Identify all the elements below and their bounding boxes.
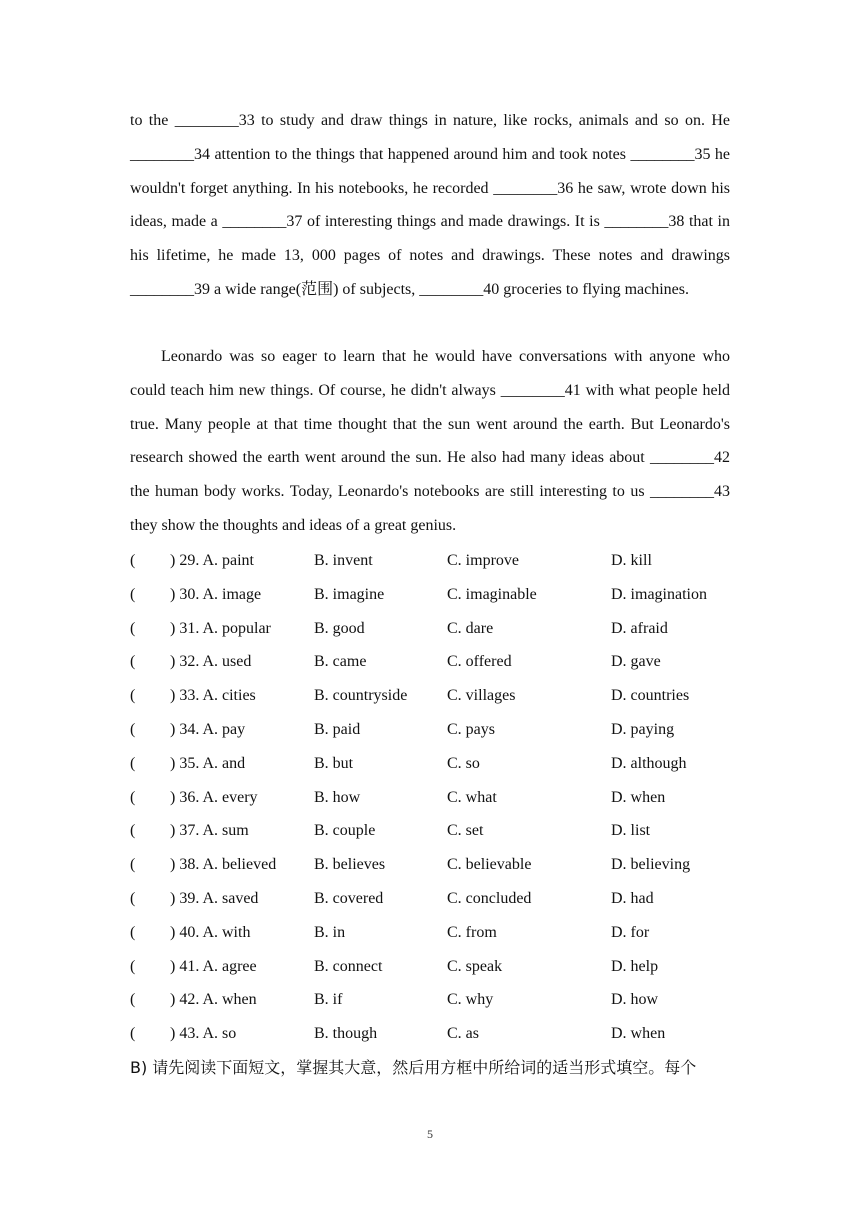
- option-d: D. although: [611, 754, 687, 772]
- option-a: ) 36. A. every: [170, 788, 258, 806]
- option-a: ) 39. A. saved: [170, 889, 259, 907]
- question-row: [130, 1017, 740, 1051]
- option-b: B. couple: [314, 822, 376, 840]
- option-c: C. from: [447, 923, 497, 941]
- option-a: ) 32. A. used: [170, 653, 252, 671]
- option-c: C. improve: [447, 552, 519, 569]
- option-b: B. paid: [314, 720, 361, 738]
- question-row: [130, 983, 740, 1017]
- option-c: C. what: [447, 788, 497, 806]
- option-b: B. how: [314, 788, 361, 806]
- option-a: ) 40. A. with: [170, 923, 251, 941]
- option-c: C. so: [447, 754, 480, 772]
- option-d: D. when: [611, 788, 666, 806]
- option-a: ) 38. A. believed: [170, 856, 277, 874]
- answer-bracket: (: [130, 653, 136, 671]
- option-a: ) 34. A. pay: [170, 720, 246, 738]
- option-b: B. invent: [314, 552, 373, 569]
- option-a: ) 31. A. popular: [170, 619, 271, 637]
- answer-bracket: (: [130, 552, 136, 569]
- option-c: C. set: [447, 822, 484, 840]
- option-b: B. connect: [314, 957, 383, 975]
- option-b: B. but: [314, 754, 354, 772]
- page-number: 5: [427, 1127, 433, 1141]
- answer-bracket: (: [130, 991, 136, 1009]
- option-c: C. speak: [447, 957, 503, 975]
- option-b: B. came: [314, 653, 367, 671]
- passage-paragraph-2: Leonardo was so eager to learn that he would have conversations with anyone who could teach him new things. Of course, he didn't always ________41 with what people held true. Many people at that time thought that the sun went around the earth. But Leonardo's research showed the earth went around the sun. He also had many ideas about ________42 the human body works. Today, Leonardo's notebooks are still interesting to us ________43 they show the thoughts and ideas of a great genius.: [130, 348, 730, 534]
- option-b: B. covered: [314, 889, 384, 907]
- option-b: B. in: [314, 923, 346, 941]
- answer-bracket: (: [130, 889, 136, 907]
- option-b: B. imagine: [314, 585, 385, 603]
- answer-bracket: (: [130, 1025, 136, 1043]
- option-a: ) 30. A. image: [170, 585, 262, 603]
- question-row: [130, 781, 740, 815]
- answer-bracket: (: [130, 720, 136, 738]
- question-row: [130, 950, 740, 984]
- passage-paragraph-1: to the ________33 to study and draw things in nature, like rocks, animals and so on. He ________34 attention to the things that happened around him and took notes ________35 he wouldn't forget anything. In his notebooks, he recorded ________36 he saw, wrote down his ideas, made a ________37 of interesting things and made drawings. It is ________38 that in his lifetime, he made 13, 000 pages of notes and drawings. These notes and drawings ________39 a wide range(范围) of subjects, ________40 groceries to flying machines.: [130, 112, 730, 298]
- option-b: B. if: [314, 991, 343, 1009]
- answer-bracket: (: [130, 754, 136, 772]
- option-b: B. good: [314, 619, 365, 637]
- option-d: D. believing: [611, 856, 691, 874]
- question-row: [130, 578, 740, 612]
- option-d: D. list: [611, 822, 651, 840]
- option-d: D. kill: [611, 552, 652, 569]
- option-d: D. paying: [611, 720, 675, 738]
- option-a: ) 43. A. so: [170, 1025, 237, 1043]
- option-c: C. villages: [447, 687, 516, 705]
- option-a: ) 35. A. and: [170, 754, 246, 772]
- option-a: ) 29. A. paint: [170, 552, 254, 569]
- option-b: B. believes: [314, 856, 386, 874]
- option-d: D. had: [611, 889, 654, 907]
- question-row: [130, 645, 740, 679]
- option-c: C. why: [447, 991, 494, 1009]
- option-d: D. countries: [611, 687, 690, 705]
- option-c: C. pays: [447, 720, 495, 738]
- section-b-instruction: B) 请先阅读下面短文，掌握其大意，然后用方框中所给词的适当形式填空。每个: [130, 1058, 697, 1077]
- question-row: [130, 679, 740, 713]
- option-c: C. believable: [447, 856, 532, 874]
- option-d: D. for: [611, 923, 650, 941]
- option-c: C. offered: [447, 653, 512, 671]
- option-d: D. help: [611, 957, 659, 975]
- answer-bracket: (: [130, 619, 136, 637]
- option-a: ) 42. A. when: [170, 991, 257, 1009]
- option-a: ) 37. A. sum: [170, 822, 249, 840]
- question-options-list: [130, 544, 740, 1051]
- question-row: [130, 544, 740, 578]
- question-row: [130, 882, 740, 916]
- option-a: ) 41. A. agree: [170, 957, 257, 975]
- option-d: D. imagination: [611, 585, 707, 603]
- answer-bracket: (: [130, 687, 136, 705]
- option-b: B. countryside: [314, 687, 408, 705]
- option-c: C. concluded: [447, 889, 532, 907]
- option-d: D. gave: [611, 653, 661, 671]
- answer-bracket: (: [130, 822, 136, 840]
- option-d: D. when: [611, 1025, 666, 1043]
- option-d: D. afraid: [611, 619, 668, 637]
- question-row: [130, 713, 740, 747]
- option-b: B. though: [314, 1025, 378, 1043]
- option-c: C. imaginable: [447, 585, 537, 603]
- answer-bracket: (: [130, 585, 136, 603]
- option-a: ) 33. A. cities: [170, 687, 256, 705]
- option-d: D. how: [611, 991, 659, 1009]
- option-c: C. as: [447, 1025, 479, 1043]
- answer-bracket: (: [130, 788, 136, 806]
- question-row: [130, 747, 740, 781]
- answer-bracket: (: [130, 856, 136, 874]
- question-row: [130, 612, 740, 646]
- answer-bracket: (: [130, 923, 136, 941]
- option-c: C. dare: [447, 619, 494, 637]
- answer-bracket: (: [130, 957, 136, 975]
- question-row: [130, 916, 740, 950]
- question-row: [130, 848, 740, 882]
- question-row: [130, 814, 740, 848]
